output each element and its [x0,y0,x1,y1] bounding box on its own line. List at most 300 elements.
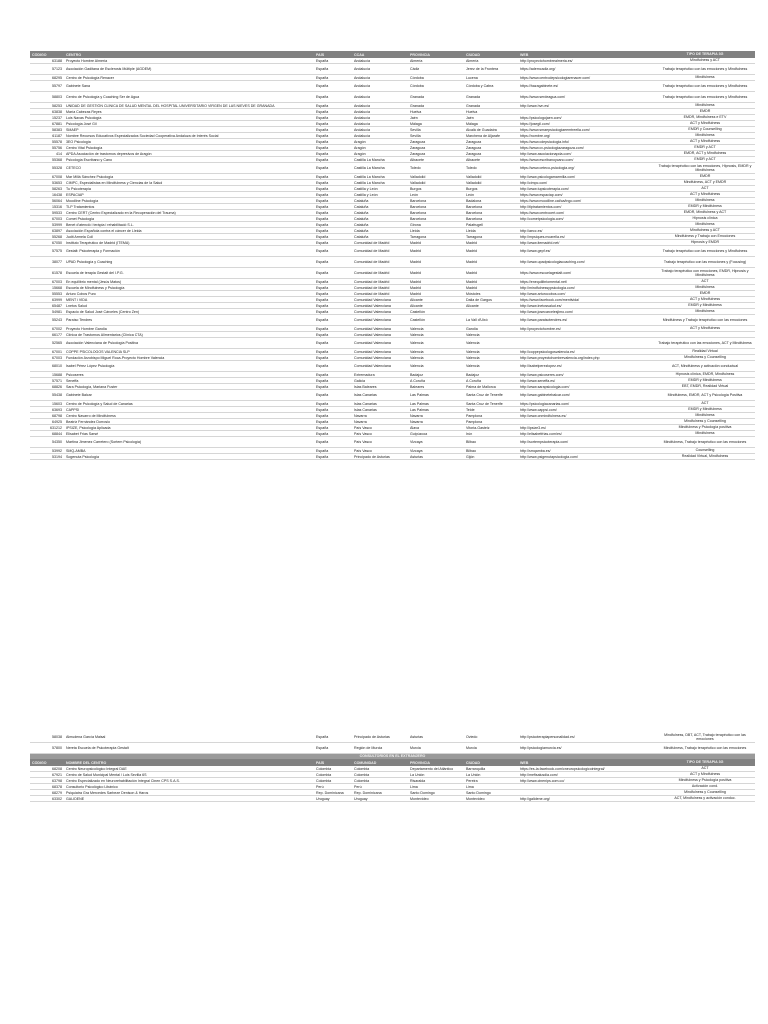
cell-web: http://ipsize3.es/ [520,425,546,430]
cell-codigo: 68208 [52,766,62,771]
cell-pais: España [316,291,329,296]
cell-centro: Psicoseres [66,372,84,377]
cell-codigo: 67050 [52,240,62,245]
cell-web: http://smqamba.es/ [520,448,551,453]
cell-ccaa: Comunidad Valenciana [354,297,391,302]
col-provincia: PROVINCIA [410,52,430,57]
cell-web: https://psicologojaen.com/ [520,115,562,120]
cell-pais: España [316,157,329,162]
cell-centro: 3EO Psicología [66,139,91,144]
cell-ccaa: Andalucía [354,115,370,120]
cell-centro: SMAEP [66,127,79,132]
cell-centro: Gabinete Balcar [66,393,92,397]
cell-ccaa: Principado de Asturias [354,735,390,739]
cell-tipo: Mindfulness y Counselling [684,355,726,360]
cell-tipo: Mindfulness [695,133,715,138]
cell-centro: Psiquiatra Gra Mercedes Sarbeze Denison & Haros [66,790,149,795]
cell-codigo: 68279 [52,790,62,795]
cell-codigo: 66177 [52,332,62,337]
cell-tipo: Mindfulness y Counselling [684,790,726,795]
cell-web: http://www.gepf.es/ [520,249,551,253]
cell-codigo: 67003 [52,279,62,284]
cell-provincia: Jaén [410,115,418,120]
cell-provincia: Almería [410,58,423,63]
cell-centro: Nereta Escuela de Psicoterapia Gestalt [66,746,129,750]
cell-pais: España [316,151,329,156]
cell-ciudad: Pamplona [466,419,483,424]
cell-pais: España [316,58,329,63]
cell-ciudad: Valencia [466,364,480,368]
cell-pais: España [316,228,329,233]
cell-pais: España [316,440,329,444]
second-table [30,732,755,802]
cell-ccaa: Comunidad de Madrid [354,260,390,264]
cell-ccaa: Andalucía [354,103,370,108]
cell-centro: Elisabet Frias Sarsé [66,431,99,436]
cell-codigo: 58038 [52,735,62,739]
cell-pais: España [316,454,329,459]
cell-ccaa: Comunidad de Madrid [354,291,390,296]
cell-provincia: Las Palmas [410,407,429,412]
cell-codigo: 57571 [52,378,62,383]
cell-centro: Centro Neuropsicológico Integral DAE [66,766,127,771]
cell-centro: Judit Armela Coll [66,234,93,239]
cell-pais: España [316,166,329,170]
cell-codigo: 53653 [52,180,62,185]
cell-ciudad: Albacete [466,157,480,162]
cell-ciudad: Alicante [466,303,479,308]
cell-provincia: Lleida [410,228,420,233]
cell-ciudad: Jerez de la Frontera [466,67,499,71]
cell-provincia: Asturias [410,454,423,459]
cell-provincia: Barcelona [410,198,427,203]
cell-ccaa: Comunidad Valenciana [354,326,391,331]
cell-ciudad: Santa Cruz de Tenerife [466,393,503,397]
cell-codigo: 15603 [52,401,62,406]
col-codigo: CÓDIGO [32,52,47,57]
cell-centro: Mar Millá Sánchez Psicología [66,174,114,179]
cell-pais: España [316,67,329,71]
cell-tipo: Realidad Virtual [692,349,718,354]
cell-codigo: 15237 [52,115,62,120]
cell-codigo: 55438 [52,393,62,397]
cell-ccaa: Andalucía [354,109,370,114]
cell-provincia: Alicante [410,297,423,302]
cell-ciudad: Valencia [466,349,480,354]
cell-pais: España [316,192,329,197]
table-row [30,315,755,326]
cell-codigo: 53999 [52,222,62,227]
cell-provincia: Asturias [410,735,423,739]
cell-codigo: 55243 [52,318,62,322]
table-body-b [30,732,755,754]
cell-ciudad: Zaragoza [466,145,482,150]
cell-ccaa: Andalucía [354,67,370,71]
cell-ccaa: Uruguay [354,796,368,801]
cell-tipo: Counselling [695,448,715,453]
cell-codigo: 55578 [52,139,62,144]
cell-provincia: Vizcaya [410,448,423,453]
cell-web: http://www.cinenips.com.co/ [520,778,565,783]
col-ciudad: CIUDAD [466,52,480,57]
cell-pais: Colombia [316,772,332,777]
col-tipo: TIPO DE TERAPIA 3G [686,52,724,57]
cell-web: http://www.proyectohombrevalencia.org/index.php [520,355,600,360]
cell-tipo: EMDR [699,109,711,114]
cell-ciudad: Madrid [466,260,477,264]
table-header [30,51,755,58]
cell-provincia: Madrid [410,279,421,284]
cell-centro: Benet d'atenció i teràpia i rehabilitació S.L. [66,222,134,227]
cell-ciudad: Vitoria-Gasteiz [466,425,490,430]
cell-codigo: 68378 [52,784,62,789]
cell-centro: Escuela de Mindfulness y Psicología [66,285,125,290]
cell-centro: ESPACIAP [66,192,84,197]
cell-tipo: Hipnosis clínica [692,216,718,221]
cell-codigo: 63188 [52,58,62,63]
cell-provincia: Álava [410,425,419,430]
cell-centro: Tu Psicoterapia [66,186,91,191]
cell-ccaa: Islas Canarias [354,401,377,406]
cell-tipo: Trabajo terapéutico con las emociones y Mindfulness [662,83,748,88]
cell-ccaa: Aragón [354,145,366,150]
cell-ccaa: Colombia [354,772,370,777]
cell-centro: Proyecto Hombre Gandía [66,326,107,331]
cell-centro: Centro de Psicología y Salud de Canarias [66,401,133,406]
cell-centro: TLP Tratamientos [66,204,95,209]
cell-ccaa: Andalucía [354,121,370,126]
cell-tipo: Hipnosis clínica, EMDR, Mindfulness [675,372,735,377]
cell-centro: SMQ-AMBA [66,448,86,453]
cell-tipo: ACT [701,279,709,284]
cell-pais: España [316,222,329,227]
cell-tipo: EMDR y ACT [694,145,716,150]
cell-tipo: EMDR y Counselling [688,127,722,132]
cell-provincia: Murcia [410,746,421,750]
cell-web: http://www.upadpsicologiacoaching.com/ [520,260,585,264]
cell-ciudad: Almería [466,58,479,63]
cell-web: https://enequilibriomental.net/ [520,279,567,284]
cell-tipo: EMDR, ACT y Mindfulness [683,151,727,156]
cell-ciudad: Telde [466,407,475,412]
cell-pais: España [316,127,329,132]
cell-tipo: Mindfulness [695,103,715,108]
cell-ccaa: Comunidad Valenciana [354,355,391,360]
cell-codigo: 54981 [52,309,62,314]
cell-ciudad: A Coruña [466,378,481,383]
cell-ciudad: Málaga [466,121,478,126]
cell-tipo: EMDR y Mindfulness [688,303,722,308]
cell-web: http://www.seneffa.es/ [520,378,556,383]
cell-ciudad: Lleida [466,228,476,233]
cell-tipo: EMDR, Mindfulness y ACT [683,210,727,215]
table-row [30,92,755,103]
table-row [30,732,755,743]
cell-web: http://www.psigenutapsicologia.com/ [520,454,578,459]
cell-tipo: ACT y Mindfulness [689,772,721,777]
cell-ccaa: País Vasco [354,448,372,453]
cell-ciudad: Madrid [466,285,477,290]
cell-codigo: 56064 [52,198,62,203]
cell-ccaa: Comunidad Valenciana [354,364,391,368]
cell-tipo: EMDR [699,291,711,296]
cell-provincia: Vizcaya [410,440,423,444]
cell-pais: España [316,401,329,406]
cell-ciudad: Madrid [466,279,477,284]
cell-provincia: Madrid [410,249,421,253]
cell-pais: España [316,216,329,221]
cell-centro: Instituto Terapéutico de Madrid (ITEMA) [66,240,130,245]
cell-tipo: ACT y Mindfulness [689,192,721,197]
cell-centro: Almudena García Maisal [66,735,106,739]
cell-web: https://www.centrodepsicologiarenacer.com/ [520,75,591,80]
cell-ccaa: País Vasco [354,440,372,444]
cell-provincia: Girona [410,222,421,227]
cell-pais: Colombia [316,778,332,783]
cell-ciudad: Barranquilla [466,766,486,771]
cell-web: http://www.psicologamarmilla.com/ [520,174,576,179]
cell-tipo: ACT [701,401,709,406]
cell-ccaa: Comunidad de Madrid [354,279,390,284]
cell-web: http://www.cappsi.com/ [520,407,557,412]
cell-ccaa: Principado de Asturias [354,454,390,459]
table-row [30,246,755,257]
cell-pais: España [316,103,329,108]
cell-centro: Paraíso Tendres [66,318,93,322]
cell-tipo: Mindfulness, Trabajo terapéutico con las emociones [663,745,747,750]
cell-provincia: Córdoba [410,84,424,88]
cell-pais: España [316,332,329,337]
cell-centro: María Cabezas Reyes [66,109,102,114]
cell-provincia: Cádiz [410,67,420,71]
cell-centro: Escuela de terapia Gestalt del I.P.G. [66,271,124,275]
cell-web: http://www.paraisotendres.es/ [520,318,568,322]
cell-web: https://josegil.com/ [520,121,550,126]
cell-centro: Arturo Cobos Puro [66,291,96,296]
cell-codigo: 38077 [52,260,62,264]
cell-provincia: Zaragoza [410,151,426,156]
cell-pais: España [316,341,329,345]
cell-codigo: 61578 [52,271,62,275]
cell-provincia: Sevilla [410,127,421,132]
cell-ccaa: Cataluña [354,204,369,209]
cell-tipo: Activación cond. [691,784,719,789]
cell-tipo: EMDR y Mindfulness [688,407,722,412]
cell-ccaa: Comunidad Valenciana [354,309,391,314]
cell-ccaa: Comunidad Valenciana [354,318,391,322]
cell-provincia: Valencia [410,326,424,331]
cell-pais: España [316,115,329,120]
abroad-header [30,759,755,766]
cell-web: http://www.asociacionapda.com/ [520,151,572,156]
cell-ciudad: Huelva [466,109,478,114]
cell-pais: España [316,180,329,185]
cell-ccaa: Comunidad Valenciana [354,349,391,354]
cell-provincia: Las Palmas [410,401,429,406]
cell-ciudad: Burgos [466,186,478,191]
cell-centro: Consultorio Psicológico Libánico [66,784,118,789]
cell-ccaa: Castilla y León [354,192,378,197]
cell-web: https://www.smaepsicologiaeemtreella.com/ [520,127,590,132]
cell-web: https://www.facebook.com/mentivida/ [520,297,580,302]
cell-web: https://es-la.facebook.com/cneuropsicologicointegral/ [520,766,605,771]
cell-ciudad: Barcelona [466,210,483,215]
cell-ciudad: Valencia [466,355,480,360]
cell-codigo: 61187 [52,133,62,138]
cell-web: http://psicologiamurcia.es/ [520,746,562,750]
cell-ciudad: Alcalá de Guadaíra [466,127,497,132]
cell-codigo: 52565 [52,341,62,345]
cell-codigo: 58803 [52,95,62,99]
cell-web: http://isabelperezlopez.es/ [520,364,562,368]
cell-web: http://www.psicoseres.com/ [520,372,564,377]
cell-ccaa: Aragón [354,151,366,156]
cell-pais: España [316,393,329,397]
cell-web: http://www.tupsicoterapia.com/ [520,186,569,191]
cell-web: http://sortempsicoterapia.com/ [520,440,569,444]
cell-provincia: Zaragoza [410,145,426,150]
cell-tipo: Mindfulness [695,285,715,290]
cell-ccaa: Cataluña [354,198,369,203]
cell-tipo: Trabajo terapéutico con las emociones y Mindfulness [662,94,748,99]
cell-provincia: Valencia [410,332,424,337]
table-row [30,64,755,75]
cell-ccaa: Galicia [354,378,365,383]
cell-ciudad: Bilbao [466,440,476,444]
cell-ciudad: Bilbao [466,448,476,453]
cell-web: http://www.sarapsicologia.com/ [520,384,570,389]
cell-codigo: 57800 [52,746,62,750]
cell-codigo: 68798 [52,413,62,418]
col-centro: NOMBRE DEL CENTRO [66,760,107,765]
cell-pais: España [316,84,329,88]
cell-tipo: Mindfulness [695,431,715,436]
cell-codigo: 67001 [52,349,62,354]
cell-provincia: Baleares [410,384,425,389]
cell-tipo: Mindfulness y Trabajo con Emociones [674,234,736,239]
cell-ccaa: Cataluña [354,216,369,221]
cell-web: http://www.josecarcelesjimo.com/ [520,309,573,314]
cell-provincia: Zaragoza [410,139,426,144]
cell-ciudad: Móstoles [466,291,481,296]
cell-codigo: 67008 [52,174,62,179]
cell-ciudad: Zaragoza [466,151,482,156]
cell-codigo: 67881 [52,121,62,126]
cell-centro: Clínica de Trastornos Alimentarios (Clínica CTA) [66,332,143,337]
cell-pais: España [316,372,329,377]
cell-tipo: Mindfulness y Trabajo terapéutico con las emociones [662,317,748,322]
cell-tipo: Mindfulness y ACT [690,228,720,233]
cell-web: https://www.centrocert.com/ [520,210,565,215]
cell-centro: MENT i VIDA [66,297,88,302]
cell-pais: España [316,174,329,179]
cell-codigo: 67921 [52,772,62,777]
cell-ciudad: Pamplona [466,413,483,418]
cell-pais: España [316,364,329,368]
cell-tipo: Mindfulness [695,309,715,314]
cell-tipo: ACT [701,186,709,191]
abroad-title: CONSULTORIOS EN EL EXTRANJERO [30,754,755,759]
cell-pais: España [316,746,329,750]
col-pais: PAÍS [316,52,325,57]
cell-codigo: 63693 [52,407,62,412]
cell-centro: Centro de Psicología Renacer [66,75,114,80]
cell-pais: España [316,431,329,436]
cell-web: https://www.cv-psicologiazaragoza.com/ [520,145,584,150]
col-ccaa: CCAA [354,52,365,57]
cell-ciudad: Barcelona [466,204,483,209]
cell-pais: España [316,349,329,354]
cell-centro: Gestalt: Psicoterapia y Formación [66,249,120,253]
cell-provincia: Lima [410,784,418,789]
cell-pais: España [316,121,329,126]
cell-pais: España [316,249,329,253]
cell-codigo: 57575 [52,249,62,253]
cell-ciudad: Santo Domingo [466,790,491,795]
cell-tipo: Trabajo terapéutico con las emociones y (Focusing) [663,259,747,264]
cell-pais: España [316,448,329,453]
col-codigo: CÓDIGO [32,760,47,765]
cell-tipo: Realidad Virtual, Mindfulness [681,454,729,459]
table-row [30,437,755,448]
cell-provincia: Montevideo [410,796,429,801]
cell-ccaa: Andalucía [354,58,370,63]
table-row [30,268,755,279]
cell-ccaa: Cataluña [354,228,369,233]
cell-centro: Espacio de Salud José Cárceles (Centro Zen) [66,309,140,314]
cell-pais: España [316,260,329,264]
cell-codigo: 67003 [52,216,62,221]
cell-web: http://galidene.org/ [520,796,550,801]
cell-provincia: Granada [410,95,424,99]
cell-tipo: ACT y Mindfulness [689,297,721,302]
cell-centro: APDA Asociación de trastornos depresivos de Aragón [66,151,152,156]
cell-ciudad: Santa Cruz de Tenerife [466,401,503,406]
cell-pais: España [316,271,329,275]
cell-provincia: Badajoz [410,372,423,377]
cell-pais: España [316,145,329,150]
cell-provincia: Alicante [410,303,423,308]
cell-pais: España [316,75,329,80]
cell-tipo: Mindfulness, EMDR, ACT y Psicología Positiva [667,392,743,397]
cell-ciudad: Zaragoza [466,139,482,144]
cell-provincia: Toledo [410,166,421,170]
cell-pais: España [316,186,329,191]
cell-provincia: Madrid [410,291,421,296]
cell-codigo: 59533 [52,210,62,215]
cell-pais: España [316,210,329,215]
cell-centro: IPSIZE, Psicología Aplicada [66,425,111,430]
cell-tipo: Hipnosis y EMDR [690,240,720,245]
cell-pais: España [316,133,329,138]
cell-centro: Nombre Recursos Educativos Especializados Sociedad Cooperativa Andaluza de Interés Social [66,133,219,138]
cell-pais: Colombia [316,766,332,771]
cell-tipo: Mindfulness, ACT y EMDR [683,180,727,185]
col-centro: CENTRO [66,52,82,57]
cell-ciudad: Lima [466,784,474,789]
cell-ccaa: Castilla y León [354,186,378,191]
cell-provincia: Guipúzcoa [410,431,428,436]
cell-pais: España [316,413,329,418]
cell-tipo: ACT y Mindfulness [689,121,721,126]
cell-web: https://hazagabinete.es/ [520,84,559,88]
cell-provincia: Santo Domingo [410,790,435,795]
cell-tipo: Mindfulness [695,413,715,418]
cell-ciudad: La Unión [466,772,481,777]
cell-tipo: ACT y Mindfulness [689,326,721,331]
cell-ciudad: Granada [466,103,480,108]
cell-centro: Lnetos Salud [66,303,87,308]
